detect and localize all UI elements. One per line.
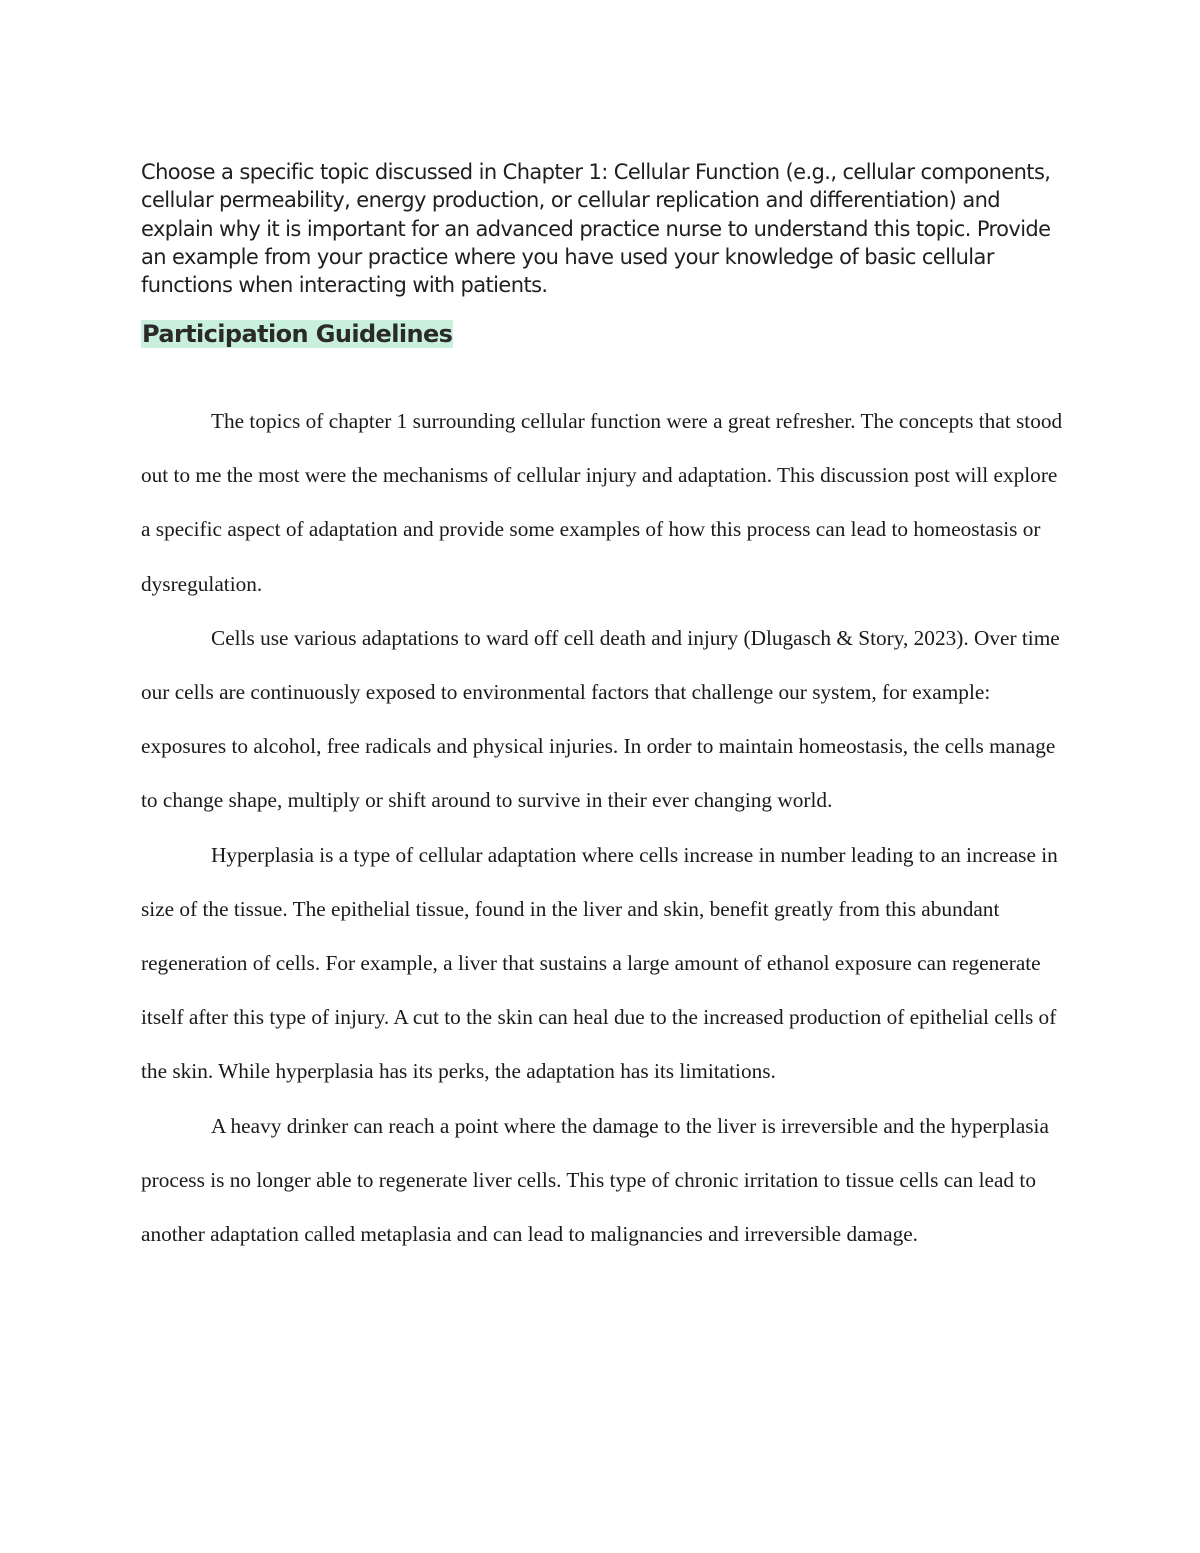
paragraph-3: Hyperplasia is a type of cellular adaptation where cells increase in number leading to an increase in size of the tissue. The epithelial tissue, found in the liver and skin, benefit greatly from this abundant regeneration of cells. For example, a liver that sustains a large amount of ethanol exposure can regenerate itself after this type of injury. A cut to the skin can heal due to the increased production of epithelial cells of the skin. While hyperplasia has its perks, the adaptation has its limitations. <box>141 842 1058 1084</box>
paragraph-1: The topics of chapter 1 surrounding cellular function were a great refresher. The concepts that stood out to me the most were the mechanisms of cellular injury and adaptation. This discussion post will explore a specific aspect of adaptation and provide some examples of how this process can lead to homeostasis or dysregulation. <box>141 409 1063 596</box>
discussion-prompt: Choose a specific topic discussed in Chapter 1: Cellular Function (e.g., cellular components, cellular permeability, energy production, or cellular replication and differentiation) and explain why it is important for an advanced practice nurse to understand this topic. Provide an example from your practice where you have used your knowledge of basic cellular functions when interacting with patients. <box>141 160 1051 298</box>
paragraph-4: A heavy drinker can reach a point where the damage to the liver is irreversible and the hyperplasia process is no longer able to regenerate liver cells. This type of chronic irritation to tissue cells can lead to another adaptation called metaplasia and can lead to malignancies and irreversible damage. <box>141 1113 1049 1247</box>
section-heading-text: Participation Guidelines <box>142 320 453 348</box>
paragraph-2: Cells use various adaptations to ward off cell death and injury (Dlugasch & Story, 2023). Over time our cells are continuously exposed to environmental factors that challenge our system, for example: exposures to alcohol, free radicals and physical injuries. In order to maintain homeostasis, the cells manage to change shape, multiply or shift around to survive in their ever changing world. <box>141 625 1060 813</box>
essay-body <box>141 394 1071 1261</box>
section-heading <box>141 317 453 351</box>
